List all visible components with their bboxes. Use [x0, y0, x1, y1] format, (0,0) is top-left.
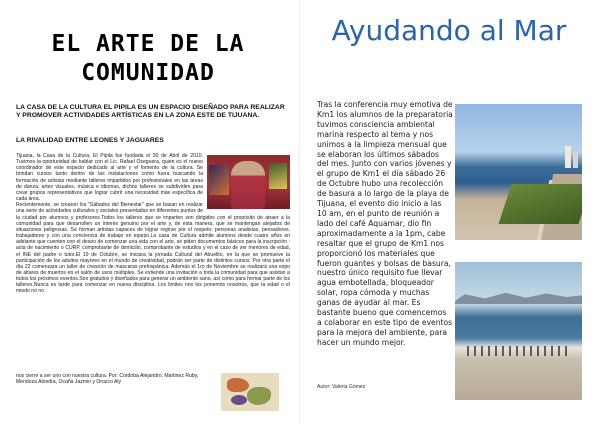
map-region-3	[231, 395, 247, 405]
student-figure	[231, 161, 265, 209]
cultural-map-photo	[221, 373, 279, 411]
tower-building	[565, 146, 571, 168]
paragraph-1: Tijuana, la Casa de la Cultura, El Pipila fue fundada el 30 de Abril de 2010. Tuvimos la oportunidad de hablar con el Lic. Rafael Oseguera, quien es el nuevo coordinador de este espacio dedicado al arte y el fomento de la cultura. Se brindan cursos tanto dentro de las instalaciones como fuera buscando la formación de artistas mediante talleres impartidos por profesionales en las áreas de danza, artes visuales, música e idiomas, dichos talleres se subdividen para crear grupos representativos que lograr cubrir una necesidad más específica de cada área.	[16, 153, 203, 203]
painting-left	[209, 165, 229, 195]
article-title-arte: EL ARTE DE LA COMUNIDAD	[51, 31, 245, 86]
article-closing-credits: nos cierre a ser uno con nuestra cultura. Por: Cordoba Alejandro, Martinez Ruby, Mendoza Alondra, Ocaña Jazmin y Orozco Aly	[16, 373, 199, 386]
article-lead: LA CASA DE LA CULTURA EL PIPILA ES UN ESPACIO DISEÑADO PARA REALIZAR Y PROMOVER ACTIVIDADES ARTÍSTICAS EN LA ZONA ESTE DE TIJUANA.	[16, 104, 285, 120]
article-body-arte	[16, 153, 290, 295]
green-slope	[499, 184, 582, 224]
article-subhead: LA RIVALIDAD ENTRE LEONES Y JAGUARES	[16, 137, 164, 144]
map-region-1	[227, 378, 249, 392]
beach-aerial-photo	[455, 104, 582, 240]
tower-building-2	[573, 152, 578, 168]
article-author: Autor: Valeria Gómez	[317, 384, 366, 390]
page-gutter	[299, 0, 300, 424]
distant-mountains	[455, 290, 582, 304]
article-body-mar: Tras la conferencia muy emotiva de Km1 los alumnos de la preparatoria tuvimos consciencia ambiental marina respecto al tema y nos unimos a la limpieza mensual que se elaboran los últimos sábados del mes. Junto con varios jóvenes y el grupo de Km1 el día sábado 26 de Octubre hubo una recolección de basura a lo largo de la playa de Tijuana, el evento dio inicio a las 10 am, en el punto de reunión a lado del café Aquamar, dio fin aproximadamente a la 1pm, cabe resaltar que el grupo de Km1 nos proporcionó los materiales que fueron guantes y bolsas de basura, nuestro único requisito fue llevar agua embotellada, bloqueador solar, ropa cómoda y muchas ganas de ayudar al mar. Es bastante bueno que comencemos a colaborar en este tipo de eventos para la mejora del ambiente, para hacer un mundo mejor.	[317, 100, 453, 347]
painting-right	[269, 163, 287, 189]
beach-cleanup-photo	[455, 262, 582, 400]
paragraph-2: Recientemente, se crearon los "Sábados del Bienestar" que se basan en realizar una serie de actividades culturales y sociales presentadas en diferentes puntos de la ciudad por alumnos y profesores.Todos los talleres que se imparten son dirigidos con el propósito de atraer a la comunidad para que desarrollen un interés genuino por el arte y, de esta manera, que se mantengan alejados de situaciones peligrosas. Se forman artistas capaces de lograr regirse por el respeto: personas analistas, pensadores, trabajadores y con una conciencia de trabajo en equipo.La casa de Cultura admite alumnos desde cuatro años en adelante que cuenten con el deseo de comenzar una vida con el arte, se piden documentos básicos para la inscripción : acta de nacimiento o CURP, comprobante de domicilio, comprobante de estudios y en el caso de ser menores de edad, el INE del padre o tutor.El 19 de Octubre, se iniciara la jornada Cultural del Abuelito, en la que se promueve la participación de los adultos mayores en el mundo de creatividad, podrán ser parte de distintos cursos. Por otra parte el día 22 comenzara un taller de creación de mascaras prehispánica. Además el 1ro de Noviembre se realizará una expo de altares de muertos en el salón de usos múltiples. Se extiende una invitación a toda la comunidad para que asistan a todos los próximos eventos.Son gratuitos y diseñados para generar un ambiente sano, así como para formar parte de los talleres.Nunca es tarde para comenzar en nueva disciplina. Los limites nos los ponemos nosotros, que la edad o el miedo no no	[16, 202, 290, 295]
article-title-mar: Ayudando al Mar	[331, 14, 567, 47]
volunteers-group	[467, 346, 571, 356]
art-class-photo	[207, 155, 290, 209]
map-region-2	[247, 387, 271, 405]
